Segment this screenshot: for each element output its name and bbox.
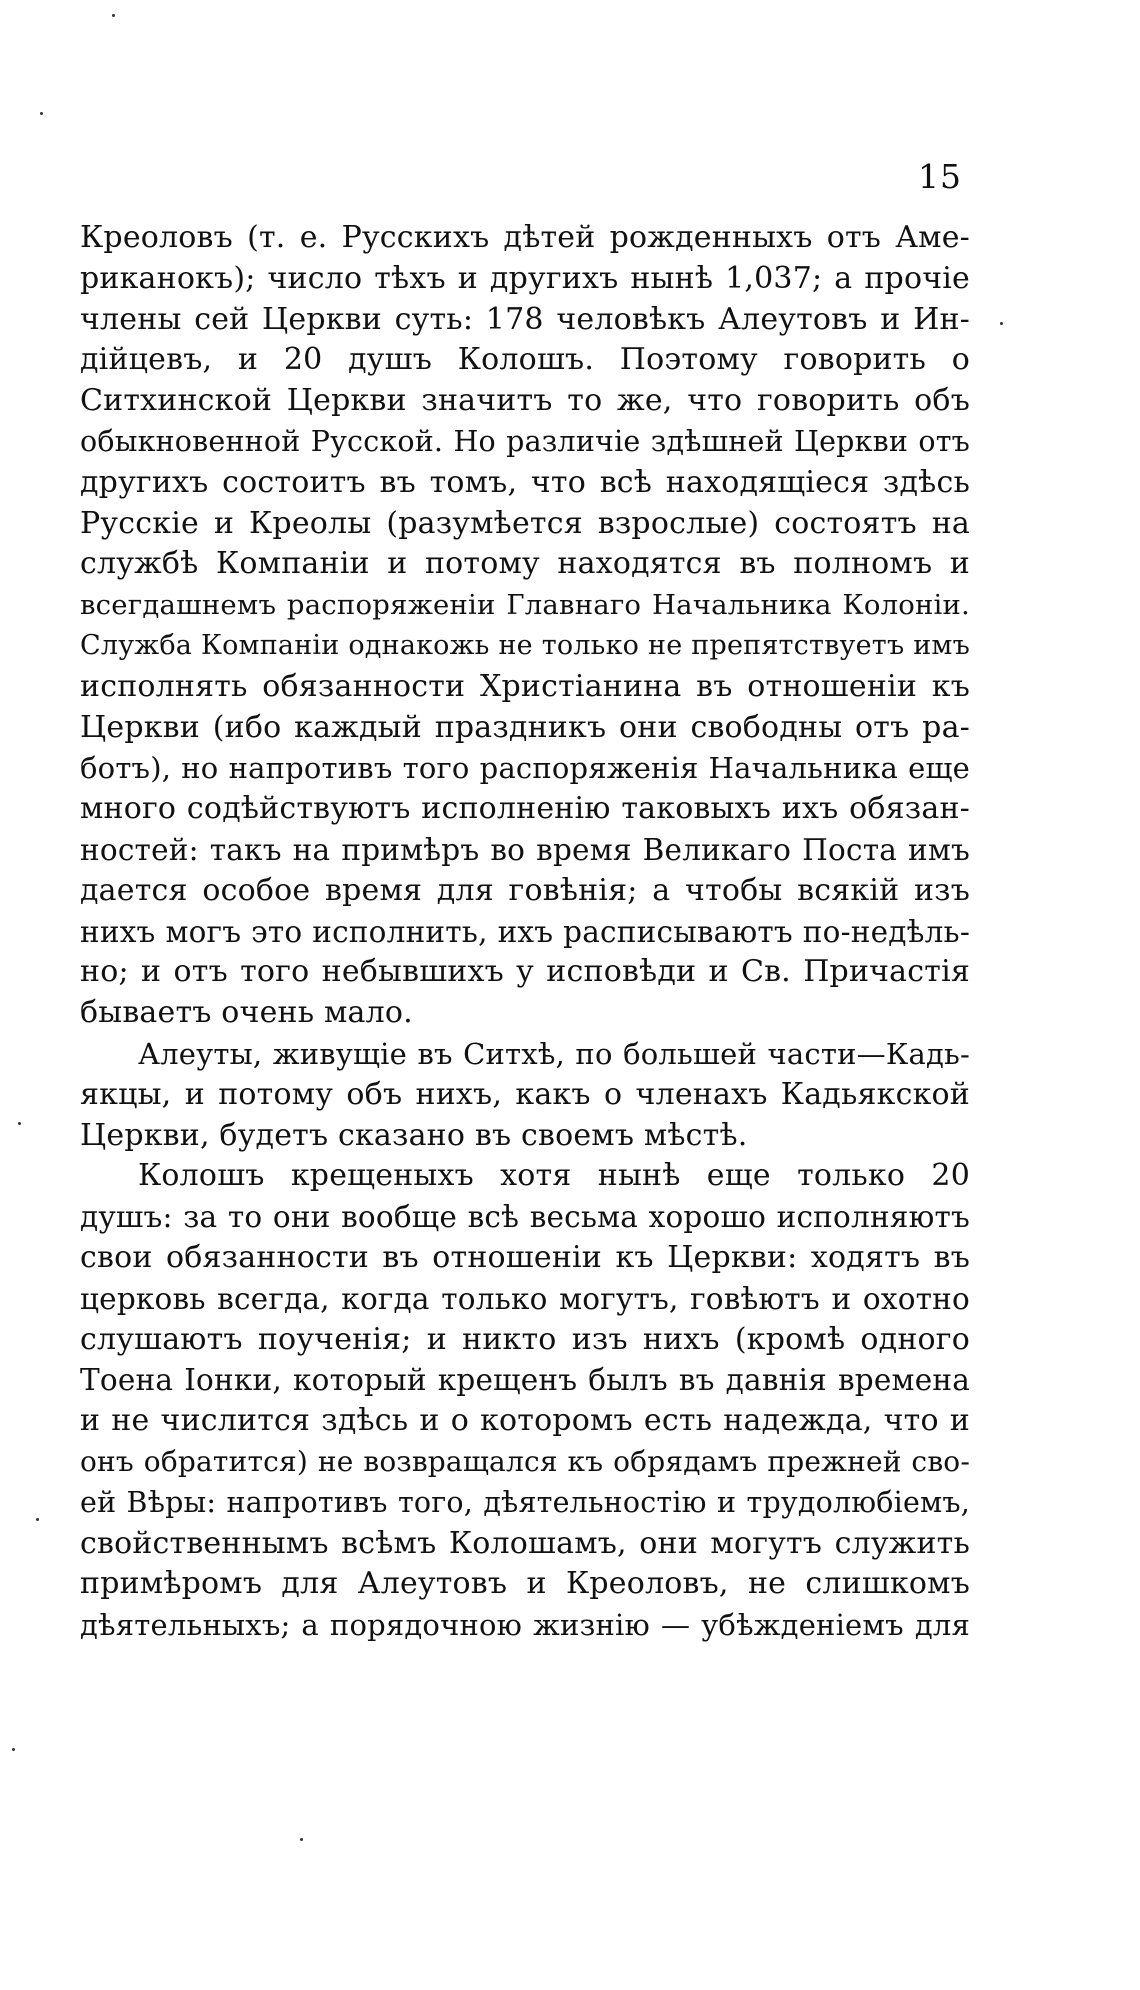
text-line: службѣ Компаніи и потому находятся въ полномъ и (80, 546, 970, 582)
text-line: дійцевъ, и 20 душъ Колошъ. Поэтому говорить о (80, 342, 970, 378)
text-line: нихъ могъ это исполнить, ихъ расписываютъ по-недѣль- (80, 914, 970, 949)
print-speck (36, 1518, 39, 1521)
text-line: якцы, и потому объ нихъ, какъ о членахъ Кадьякской (80, 1076, 970, 1112)
text-line: Тоена Іонки, который крещенъ былъ въ давнія времена (80, 1363, 970, 1398)
text-line: Церкви (ибо каждый праздникъ они свободны отъ ра- (80, 709, 970, 745)
text-line: всегдашнемъ распоряженіи Главнаго Начальника Колоніи. (80, 589, 970, 622)
text-line: Русскіе и Креолы (разумѣется взрослые) состоятъ на (80, 505, 970, 541)
text-line: Креоловъ (т. е. Русскихъ дѣтей рожденныхъ отъ Аме- (80, 220, 970, 255)
text-line: исполнять обязанности Христіанина въ отношеніи къ (80, 668, 970, 704)
text-line: обыкновенной Русской. Но различіе здѣшней Церкви отъ (80, 424, 970, 458)
text-line: ностей: такъ на примѣръ во время Великаго Поста имъ (80, 832, 970, 867)
page-text-body (80, 218, 970, 1646)
text-line: и не числится здѣсь и о которомъ есть надежда, что и (80, 1403, 970, 1439)
text-line: онъ обратится) не возвращался къ обрядамъ прежней сво- (80, 1444, 970, 1478)
text-line: много содѣйствуютъ исполненію таковыхъ ихъ обязан- (80, 791, 970, 827)
print-speck (1000, 322, 1003, 325)
print-speck (300, 1838, 303, 1841)
text-line: душъ: за то они вообще всѣ весьма хорошо исполняютъ (80, 1200, 970, 1235)
text-line: дается особое время для говѣнія; а чтобы всякій изъ (80, 872, 970, 908)
text-line: Колошъ крещеныхъ хотя нынѣ еще только 20 (138, 1158, 970, 1194)
print-speck (112, 14, 115, 17)
text-line: ботъ), но напротивъ того распоряженія Начальника еще (80, 751, 970, 786)
page-number: 15 (918, 157, 962, 196)
text-line: но; и отъ того небывшихъ у исповѣди и Св. Причастія (80, 954, 970, 990)
text-line: Ситхинской Церкви значитъ то же, что говорить объ (80, 383, 970, 419)
text-line: дѣятельныхъ; а порядочною жизнію — убѣжденіемъ для (80, 1608, 970, 1643)
text-line: свойственнымъ всѣмъ Колошамъ, они могутъ служить (80, 1525, 970, 1561)
text-line: члены сей Церкви суть: 178 человѣкъ Алеутовъ и Ин- (80, 301, 970, 337)
print-speck (40, 112, 43, 115)
text-line: риканокъ); число тѣхъ и другихъ нынѣ 1,037; а прочіе (80, 260, 970, 296)
text-line: бываетъ очень мало. (80, 995, 413, 1031)
text-line: церковь всегда, когда только могутъ, говѣютъ и охотно (80, 1281, 970, 1316)
text-line: другихъ состоитъ въ томъ, что всѣ находящіеся здѣсь (80, 464, 970, 500)
text-line: слушаютъ поученія; и никто изъ нихъ (кромѣ одного (80, 1321, 970, 1357)
text-line: ей Вѣры: напротивъ того, дѣятельностію и трудолюбіемъ, (80, 1485, 970, 1519)
text-line: Алеуты, живущіе въ Ситхѣ, по большей части—Кадь- (138, 1036, 970, 1071)
text-line: свои обязанности въ отношеніи къ Церкви: ходятъ въ (80, 1239, 970, 1275)
print-speck (12, 1748, 15, 1751)
print-speck (18, 1122, 21, 1125)
text-line: примѣромъ для Алеутовъ и Креоловъ, не слишкомъ (80, 1566, 970, 1602)
text-line: Церкви, будетъ сказано въ своемъ мѣстѣ. (80, 1117, 748, 1153)
text-line: Служба Компаніи однакожь не только не препятствуетъ имъ (80, 629, 970, 661)
